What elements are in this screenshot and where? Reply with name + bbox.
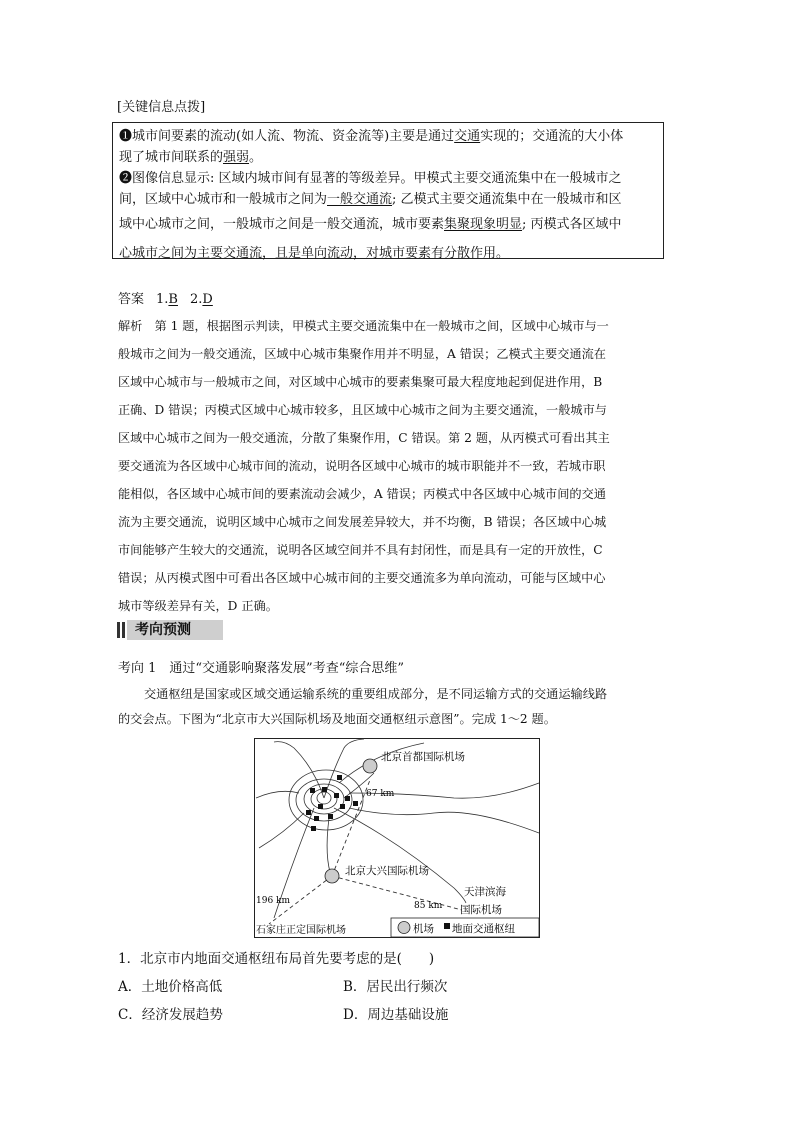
kaoxiang-line: 考向 1 通过“交通影响聚落发展”考查“综合思维” [118,661,404,676]
text: ; 丙模式各区域中 [522,217,622,232]
answer-2-prefix: 2. [189,292,203,307]
analysis-line: 正确、D 错误；丙模式区域中心城市较多，且区域中心城市之间为主要交通流，一般城市与 [118,403,607,417]
underlined-text: 强弱 [223,150,250,165]
option-c[interactable]: C．经济发展趋势 [118,1007,223,1023]
option-d[interactable]: D．周边基础设施 [343,1007,449,1023]
text: 域中心城市之间，一般城市之间是一般交通流，城市要素 [119,217,445,232]
distance-196-label: 196 km [256,896,291,906]
marker-2-icon: ❷ [119,171,133,186]
hub-icon [340,804,345,809]
key-info-box [112,122,664,259]
analysis-line: 区域中心城市之间为一般交通流，分散了集聚作用，C 错误。第 2 题，从丙模式可看出其主 [118,431,610,445]
tianjin-airport-label-2: 国际机场 [460,904,502,916]
answer-label: 答案 [118,292,145,307]
text: 现了城市间联系的 [119,150,224,165]
hub-icon [328,814,333,819]
analysis-line: 错误；从丙模式图中可看出各区域中心城市间的主要交通流多为单向流动，可能与区域中心 [118,571,606,585]
option-a[interactable]: A．土地价格高低 [118,979,223,995]
shijiazhuang-airport-label: 石家庄正定国际机场 [256,925,346,936]
key-info-line-2 [119,147,657,168]
legend-airport-label: 机场 [413,923,434,935]
transport-hub-map [254,738,540,938]
answer-2: D [202,292,213,307]
text: 图像信息显示: 区域内城市间有显著的等级差异。甲模式主要交通流集中在一般城市之 [132,171,622,186]
key-info-line-3 [119,168,657,189]
intro-line-1: 交通枢纽是国家或区域交通运输系统的重要组成部分，是不同运输方式的交通运输线路 [144,687,608,701]
answer-1-prefix: 1. [156,292,169,307]
key-info-header: [关键信息点拨] [117,100,206,115]
tianjin-airport-label-1: 天津滨海 [464,886,506,898]
analysis-line: 城市等级差异有关，D 正确。 [118,599,278,613]
text: 间，区域中心城市和一般城市之间为 [119,192,328,207]
analysis-line: 要交通流为各区域中心城市间的流动，说明各区域中心城市的城市职能并不一致，若城市职 [118,459,606,473]
hub-icon [314,816,319,821]
distance-85-label: 85 km [414,901,443,911]
hub-icon [322,787,327,792]
analysis-line: 市间能够产生较大的交通流，说明各区域空间并不具有封闭性，而是具有一定的开放性，C [118,543,603,557]
text: 城市间要素的流动(如人流、物流、资金流等)主要是通过 [132,129,455,144]
text: 。 [249,150,263,165]
legend-hub-icon [444,923,450,929]
key-info-line-6: 心城市之间为主要交通流，且是单向流动，对城市要素有分散作用。 [119,246,510,261]
hub-icon [353,801,358,806]
answer-line [118,288,213,307]
text: 实现的；交通流的大小体 [480,129,624,144]
section-title: 考向预测 [135,622,191,638]
analysis-line: 般城市之间为一般交通流，区域中心城市集聚作用并不明显，A 错误；乙模式主要交通流在 [118,347,606,361]
key-info-line-1 [119,126,657,147]
intro-paragraph [118,682,678,732]
daxing-airport-icon [325,869,339,883]
hub-icon [311,826,316,831]
analysis-line: 解析 第 1 题，根据图示判读，甲模式主要交通流集中在一般城市之间，区域中心城市与一 [118,319,609,333]
key-info-line-5 [119,210,657,239]
underlined-text: 一般交通流 [327,192,393,207]
capital-airport-label: 北京首都国际机场 [381,751,465,763]
daxing-airport-label: 北京大兴国际机场 [345,865,429,877]
legend-hub-label: 地面交通枢纽 [452,923,515,935]
marker-1-icon: ❶ [119,129,133,144]
analysis-paragraph [118,312,678,620]
option-b[interactable]: B．居民出行频次 [343,979,448,995]
hub-icon [334,793,339,798]
distance-67-label: 67 km [366,789,395,799]
hub-icon [306,810,311,815]
underlined-text: 交通 [454,129,481,144]
hub-icon [310,788,315,793]
answer-1: B [168,292,178,307]
analysis-line: 区域中心城市与一般城市之间，对区域中心城市的要素集聚可最大程度地起到促进作用，B [118,375,603,389]
legend-airport-icon [398,922,410,934]
analysis-line: 能相似，各区域中心城市间的要素流动会减少，A 错误；丙模式中各区域中心城市间的交通 [118,487,606,501]
underlined-text: 集聚现象明显 [444,217,523,232]
text: ; 乙模式主要交通流集中在一般城市和区 [392,192,622,207]
hub-icon [318,804,323,809]
analysis-line: 流为主要交通流，说明区域中心城市之间发展差异较大，并不均衡，B 错误；各区域中心城 [118,515,607,529]
hub-icon [337,775,342,780]
section-bar-icon [122,622,125,638]
capital-airport-icon [363,759,377,773]
question-stem: 1．北京市内地面交通枢纽布局首先要考虑的是( ) [118,951,435,967]
section-bar-icon [117,622,120,638]
key-info-line-4 [119,189,657,210]
hub-icon [345,796,350,801]
intro-line-2: 的交会点。下图为“北京市大兴国际机场及地面交通枢纽示意图”。完成 1～2 题。 [118,712,556,726]
